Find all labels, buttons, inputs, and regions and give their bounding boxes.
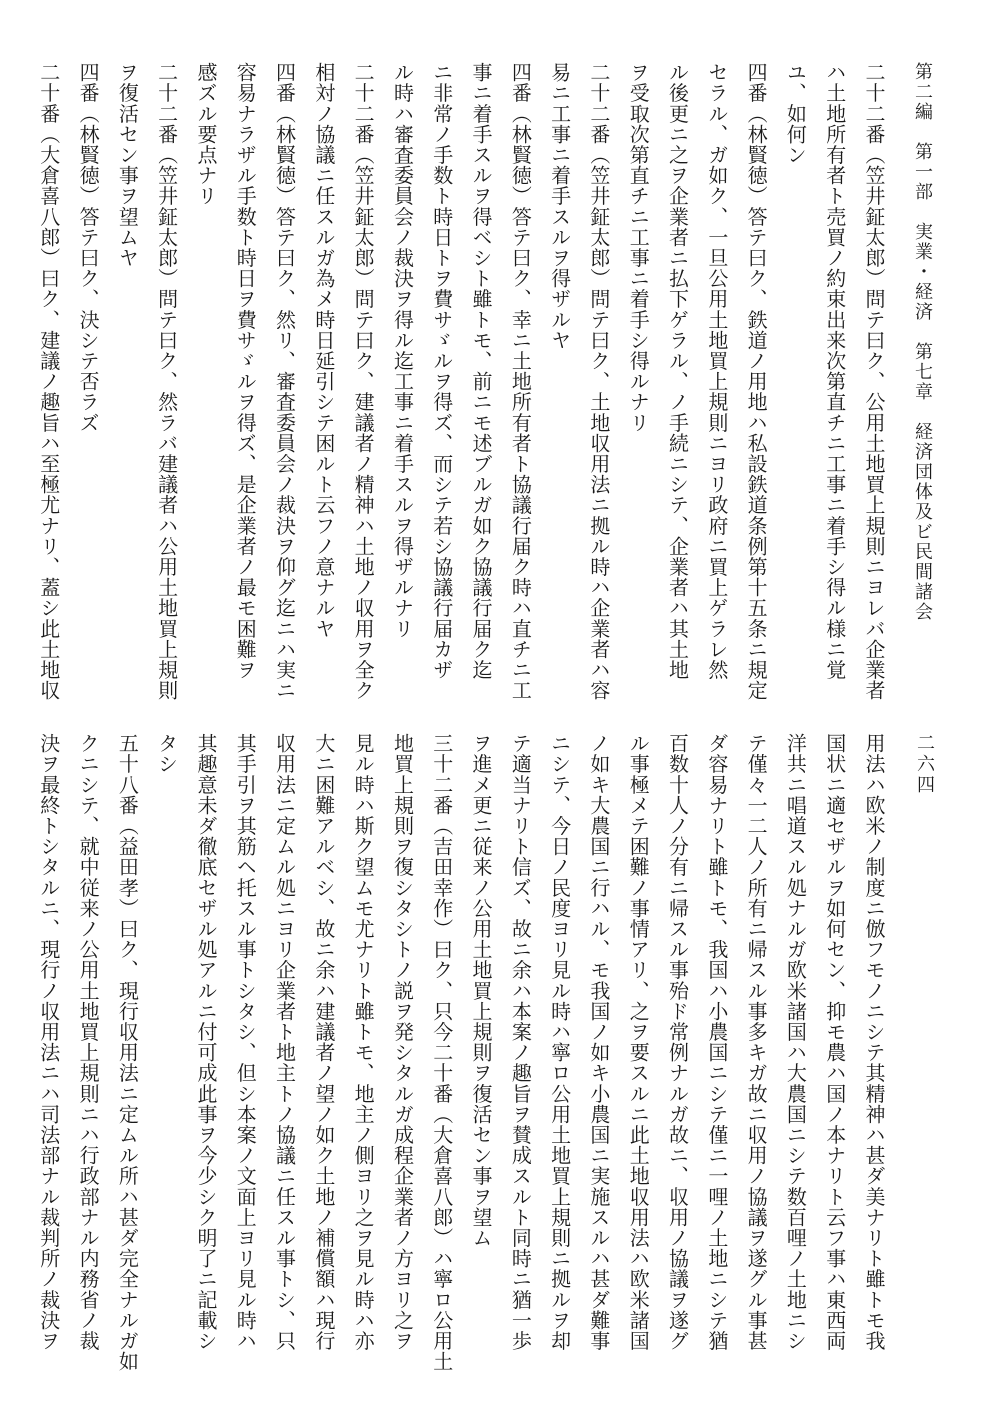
text-line: ニ非常ノ手数ト時日トヲ費サゞルヲ得ズ、而シテ若シ協議行届カザ xyxy=(429,62,454,680)
text-line: 三十二番（吉田幸作）曰ク、只今二十番（大倉喜八郎）ハ寧ロ公用土 xyxy=(429,733,454,1372)
text-line: ニシテ、今日ノ民度ヨリ見ル時ハ寧ロ公用土地買上規則ニ拠ルヲ却 xyxy=(547,733,572,1351)
text-line: 其趣意未ダ徹底セザル処アルニ付可成此事ヲ今少シク明了ニ記載シ xyxy=(193,733,218,1351)
text-line: 感ズル要点ナリ xyxy=(193,62,218,207)
text-line: 百数十人ノ分有ニ帰スル事殆ド常例ナルガ故ニ、収用ノ協議ヲ遂グ xyxy=(665,733,690,1351)
text-line: 五十八番（益田孝）曰ク、現行収用法ニ定ムル所ハ甚ダ完全ナルガ如 xyxy=(115,733,140,1372)
text-line: 決ヲ最終トシタルニ、現行ノ収用法ニハ司法部ナル裁判所ノ裁決ヲ xyxy=(36,733,61,1351)
text-line: 易ニ工事ニ着手スルヲ得ザルヤ xyxy=(547,62,572,351)
text-line: 四番（林賢徳）答テ曰ク、幸ニ土地所有者ト協議行届ク時ハ直チニ工 xyxy=(508,62,533,701)
text-line: ル事極メテ困難ノ事情アリ、之ヲ要スルニ此土地収用法ハ欧米諸国 xyxy=(626,733,651,1351)
text-line: 収用法ニ定ムル処ニヨリ企業者ト地主トノ協議ニ任スル事トシ、只 xyxy=(272,733,297,1351)
text-line: 用法ハ欧米ノ制度ニ倣フモノニシテ其精神ハ甚ダ美ナリト雖トモ我 xyxy=(862,733,886,1351)
text-line: 国状ニ適セザルヲ如何セン、抑モ農ハ国ノ本ナリト云フ事ハ東西両 xyxy=(822,733,847,1351)
text-line: ヲ復活セン事ヲ望ムヤ xyxy=(115,62,140,268)
text-line: ノ如キ大農国ニ行ハル、モ我国ノ如キ小農国ニ実施スルハ甚ダ難事 xyxy=(586,733,611,1351)
text-line: ヲ進メ更ニ従来ノ公用土地買上規則ヲ復活セン事ヲ望ム xyxy=(469,733,494,1248)
text-line: ヲ受取次第直チニ工事ニ着手シ得ルナリ xyxy=(626,62,651,433)
text-line: ハ土地所有者ト売買ノ約束出来次第直チニ工事ニ着手シ得ル様ニ覚 xyxy=(822,62,847,680)
text-line: セラル、ガ如ク、一旦公用土地買上規則ニヨリ政府ニ買上ゲラレ然 xyxy=(704,62,729,680)
text-line: ダ容易ナリト雖トモ、我国ハ小農国ニシテ僅ニ一哩ノ土地ニシテ猶 xyxy=(704,733,729,1351)
text-line: 其手引ヲ其筋ヘ托スル事トシタシ、但シ本案ノ文面上ヨリ見ル時ハ xyxy=(233,733,258,1351)
text-line: テ適当ナリト信ズ、故ニ余ハ本案ノ趣旨ヲ賛成スルト同時ニ猶一歩 xyxy=(508,733,533,1351)
text-line: 二十二番（笠井鉦太郎）問テ曰ク、建議者ノ精神ハ土地ノ収用ヲ全ク xyxy=(351,62,376,701)
text-line: ユ、如何ン xyxy=(783,62,808,165)
text-line: 相対ノ協議ニ任スルガ為メ時日延引シテ困ルト云フノ意ナルヤ xyxy=(311,62,336,639)
text-line: 大ニ困難アルベシ、故ニ余ハ建議者ノ望ノ如ク土地ノ補償額ハ現行 xyxy=(311,733,336,1351)
text-line: 二十番（大倉喜八郎）曰ク、建議ノ趣旨ハ至極尤ナリ、蓋シ此土地収 xyxy=(36,62,61,701)
text-line: クニシテ、就中従来ノ公用土地買上規則ニハ行政部ナル内務省ノ裁 xyxy=(76,733,101,1351)
text-line: ル時ハ審査委員会ノ裁決ヲ得ル迄工事ニ着手スルヲ得ザルナリ xyxy=(390,62,415,639)
text-line: 二十二番（笠井鉦太郎）問テ曰ク、公用土地買上規則ニヨレバ企業者 xyxy=(862,62,886,701)
text-line: タシ xyxy=(154,733,179,775)
text-line: 二十二番（笠井鉦太郎）問テ曰ク、然ラバ建議者ハ公用土地買上規則 xyxy=(154,62,179,701)
text-line: 二十二番（笠井鉦太郎）問テ曰ク、土地収用法ニ拠ル時ハ企業者ハ容 xyxy=(586,62,611,701)
text-line: 見ル時ハ斯ク望ムモ尤ナリト雖トモ、地主ノ側ヨリ之ヲ見ル時ハ亦 xyxy=(351,733,376,1351)
text-line: 事ニ着手スルヲ得ベシト雖トモ、前ニモ述ブルガ如ク協議行届ク迄 xyxy=(469,62,494,680)
text-line: 洋共ニ唱道スル処ナルガ欧米諸国ハ大農国ニシテ数百哩ノ土地ニシ xyxy=(783,733,808,1351)
upper-text-block xyxy=(36,62,893,701)
text-line: 地買上規則ヲ復シタシトノ説ヲ発シタルガ成程企業者ノ方ヨリ之ヲ xyxy=(390,733,415,1351)
page-number: 二六四 xyxy=(914,733,935,796)
lower-text-block xyxy=(36,733,893,1372)
text-line: ル後更ニ之ヲ企業者ニ払下ゲラル、ノ手続ニシテ、企業者ハ其土地 xyxy=(665,62,690,680)
text-line: 四番（林賢徳）答テ曰ク、然リ、審査委員会ノ裁決ヲ仰グ迄ニハ実ニ xyxy=(272,62,297,701)
text-line: 四番（林賢徳）答テ曰ク、鉄道ノ用地ハ私設鉄道条例第十五条ニ規定 xyxy=(744,62,769,701)
text-line: 容易ナラザル手数ト時日ヲ費サゞルヲ得ズ、是企業者ノ最モ困難ヲ xyxy=(233,62,258,680)
text-line: テ僅々一二人ノ所有ニ帰スル事多キガ故ニ収用ノ協議ヲ遂グル事甚 xyxy=(744,733,769,1351)
text-line: 四番（林賢徳）答テ曰ク、決シテ否ラズ xyxy=(76,62,101,433)
running-head: 第二編 第一部 実業・経済 第七章 経済団体及ビ民間諸会 xyxy=(912,62,933,622)
